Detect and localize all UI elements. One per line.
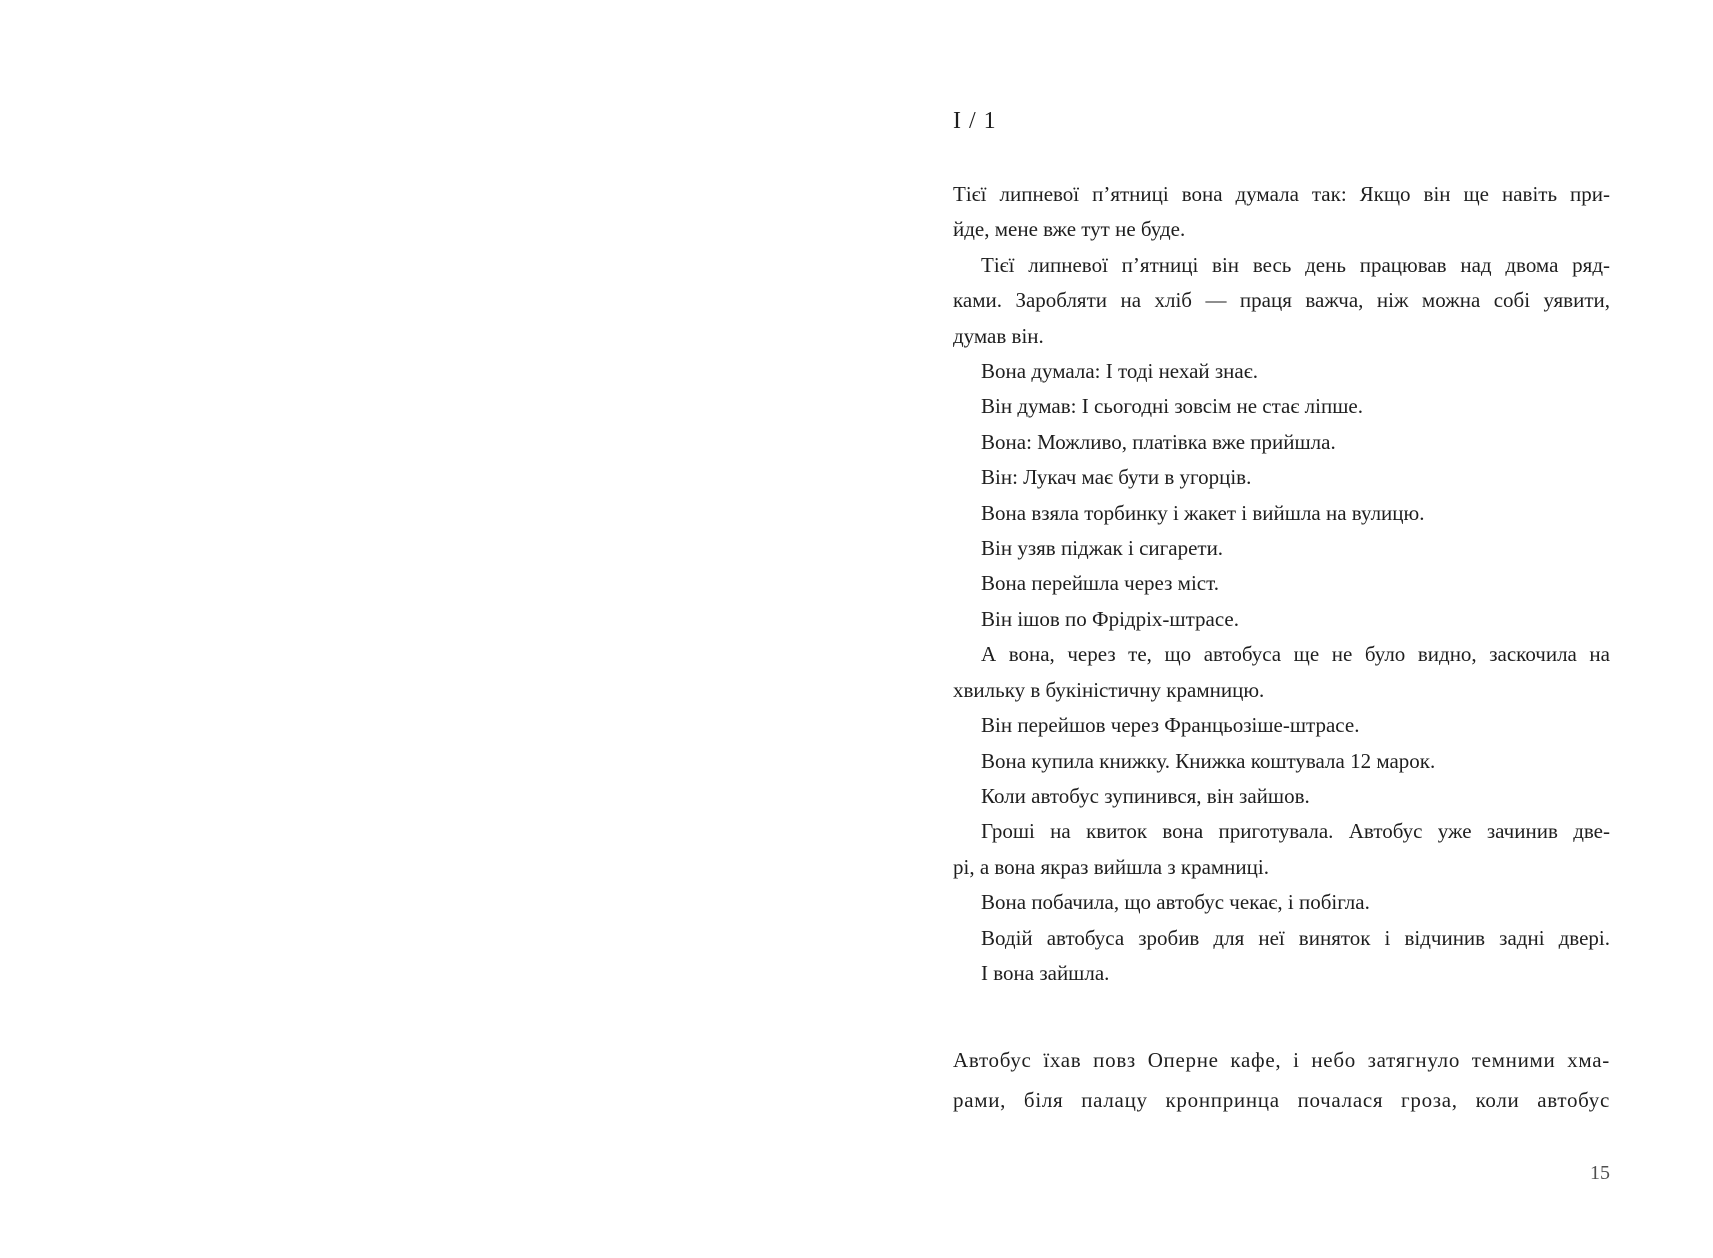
text-line: Вона думала: І тоді нехай знає. xyxy=(981,359,1258,384)
text-line: Він: Лукач має бути в угорців. xyxy=(981,465,1252,490)
text-line: А вона, через те, що автобуса ще не було видно, заскочила на xyxy=(981,642,1610,667)
text-line: Вона купила книжку. Книжка коштувала 12 марок. xyxy=(981,748,1436,773)
text-line: Він перейшов через Францьозіше-штрасе. xyxy=(981,713,1360,738)
text-line: Тієї липневої п’ятниці вона думала так: Якщо він ще навіть при- xyxy=(953,182,1610,206)
text-line: ками. Заробляти на хліб — праця важча, ніж можна собі уявити, xyxy=(953,288,1610,313)
text-line: Він узяв піджак і сигарети. xyxy=(981,536,1224,561)
text-line: рі, а вона якраз вийшла з крамниці. xyxy=(953,854,1269,879)
text-line: Тієї липневої п’ятниці він весь день працював над двома ряд- xyxy=(981,252,1610,277)
text-line: Він ішов по Фрідріх-штрасе. xyxy=(981,606,1239,631)
text-line: Вона: Можливо, платівка вже прийшла. xyxy=(981,429,1336,454)
text-line: Автобус їхав повз Оперне кафе, і небо затягнуло темними хма- xyxy=(953,1048,1610,1073)
text-line: хвильку в букіністичну крамницю. xyxy=(953,677,1265,702)
text-line: Вона побачила, що автобус чекає, і побігла. xyxy=(981,890,1370,915)
paragraph-gap xyxy=(953,991,1610,1040)
text-column xyxy=(953,177,1610,1120)
text-line: рами, біля палацу кронпринца почалася гроза, коли автобус xyxy=(953,1088,1610,1113)
text-line: Водій автобуса зробив для неї виняток і відчинив задні двері. xyxy=(981,925,1610,950)
text-line: Вона взяла торбинку і жакет і вийшла на вулицю. xyxy=(981,500,1425,525)
text-line: Вона перейшла через міст. xyxy=(981,571,1219,596)
text-line: йде, мене вже тут не буде. xyxy=(953,217,1186,242)
page-number: 15 xyxy=(1590,1162,1610,1184)
text-line: І вона зайшла. xyxy=(981,960,1110,985)
text-line: Коли автобус зупинився, він зайшов. xyxy=(981,783,1310,808)
text-line: думав він. xyxy=(953,323,1044,348)
text-line: Він думав: І сьогодні зовсім не стає ліпше. xyxy=(981,394,1363,419)
chapter-header: I / 1 xyxy=(953,108,997,134)
text-line: Гроші на квиток вона приготувала. Автобус уже зачинив две- xyxy=(981,819,1610,844)
